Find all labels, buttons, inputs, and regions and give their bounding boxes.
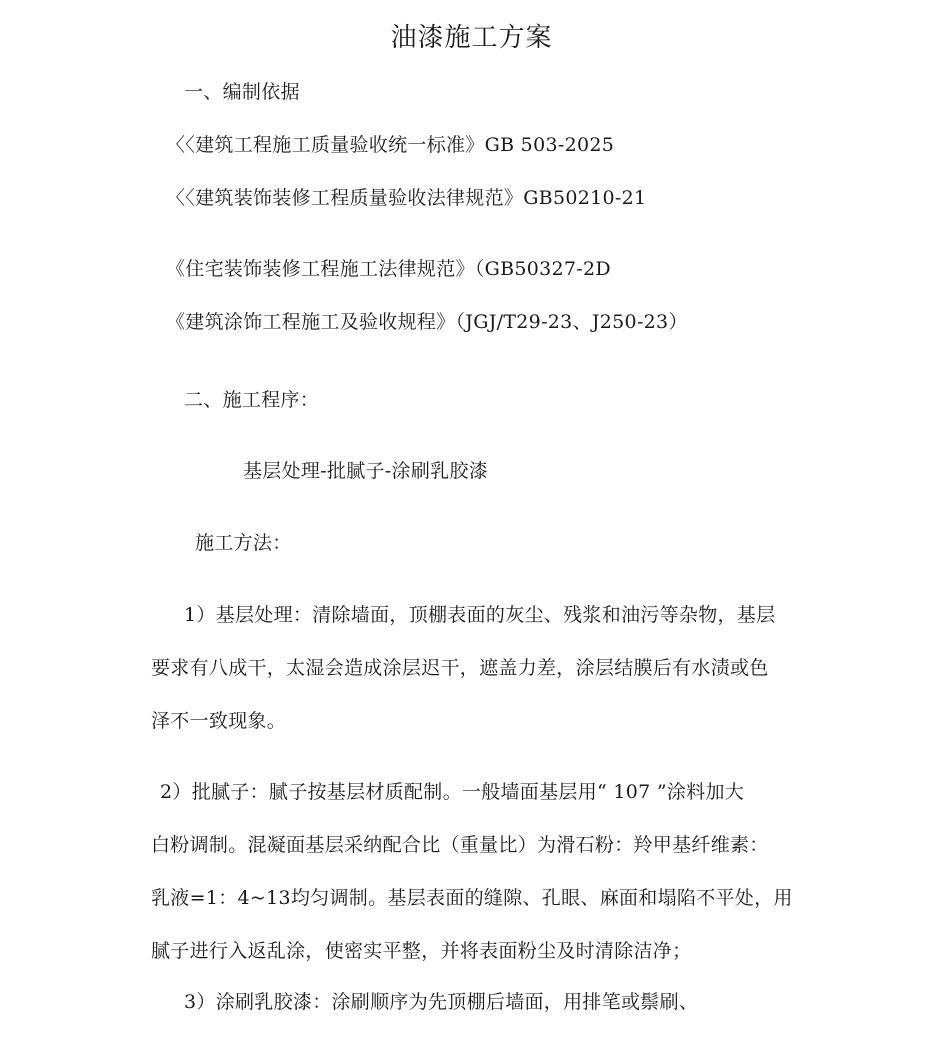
step2-line: 腻子进行入返乱涂，使密实平整，并将表面粉尘及时清除洁净； xyxy=(151,940,692,962)
step2-line: 2）批腻子：腻子按基层材质配制。一般墙面基层用“ 107 ”涂料加大 xyxy=(160,781,745,803)
reference-item: 《住宅装饰装修工程施工法律规范》（GB50327-2D xyxy=(166,258,611,280)
procedure-line: 基层处理-批腻子-涂刷乳胶漆 xyxy=(243,460,489,482)
method-heading: 施工方法： xyxy=(195,532,292,554)
step2-line: 白粉调制。混凝面基层采纳配合比（重量比）为滑石粉：羚甲基纤维素： xyxy=(151,834,769,856)
section1-heading: 一、编制依据 xyxy=(184,81,300,103)
reference-item: 《建筑涂饰工程施工及验收规程》（JGJ/T29-23、J250-23） xyxy=(166,311,688,333)
reference-item: 〈〈建筑装饰装修工程质量验收法律规范》GB50210-21 xyxy=(166,187,647,209)
step2-line: 乳液=1：4~13均匀调制。基层表面的缝隙、孔眼、麻面和塌陷不平处，用 xyxy=(151,887,793,909)
step1-line: 要求有八成干，太湿会造成涂层迟干，遮盖力差，涂层结膜后有水渍或色 xyxy=(151,657,769,679)
step3-line: 3）涂刷乳胶漆：涂刷顺序为先顶棚后墙面，用排笔或鬃刷、 xyxy=(184,991,699,1013)
step1-line: 泽不一致现象。 xyxy=(151,710,287,732)
document-title: 油漆施工方案 xyxy=(390,23,553,53)
section2-heading: 二、施工程序： xyxy=(184,389,320,411)
step1-line: 1）基层处理：清除墙面，顶棚表面的灰尘、残浆和油污等杂物，基层 xyxy=(184,604,776,626)
reference-item: 〈〈建筑工程施工质量验收统一标准》GB 503-2025 xyxy=(166,134,615,156)
